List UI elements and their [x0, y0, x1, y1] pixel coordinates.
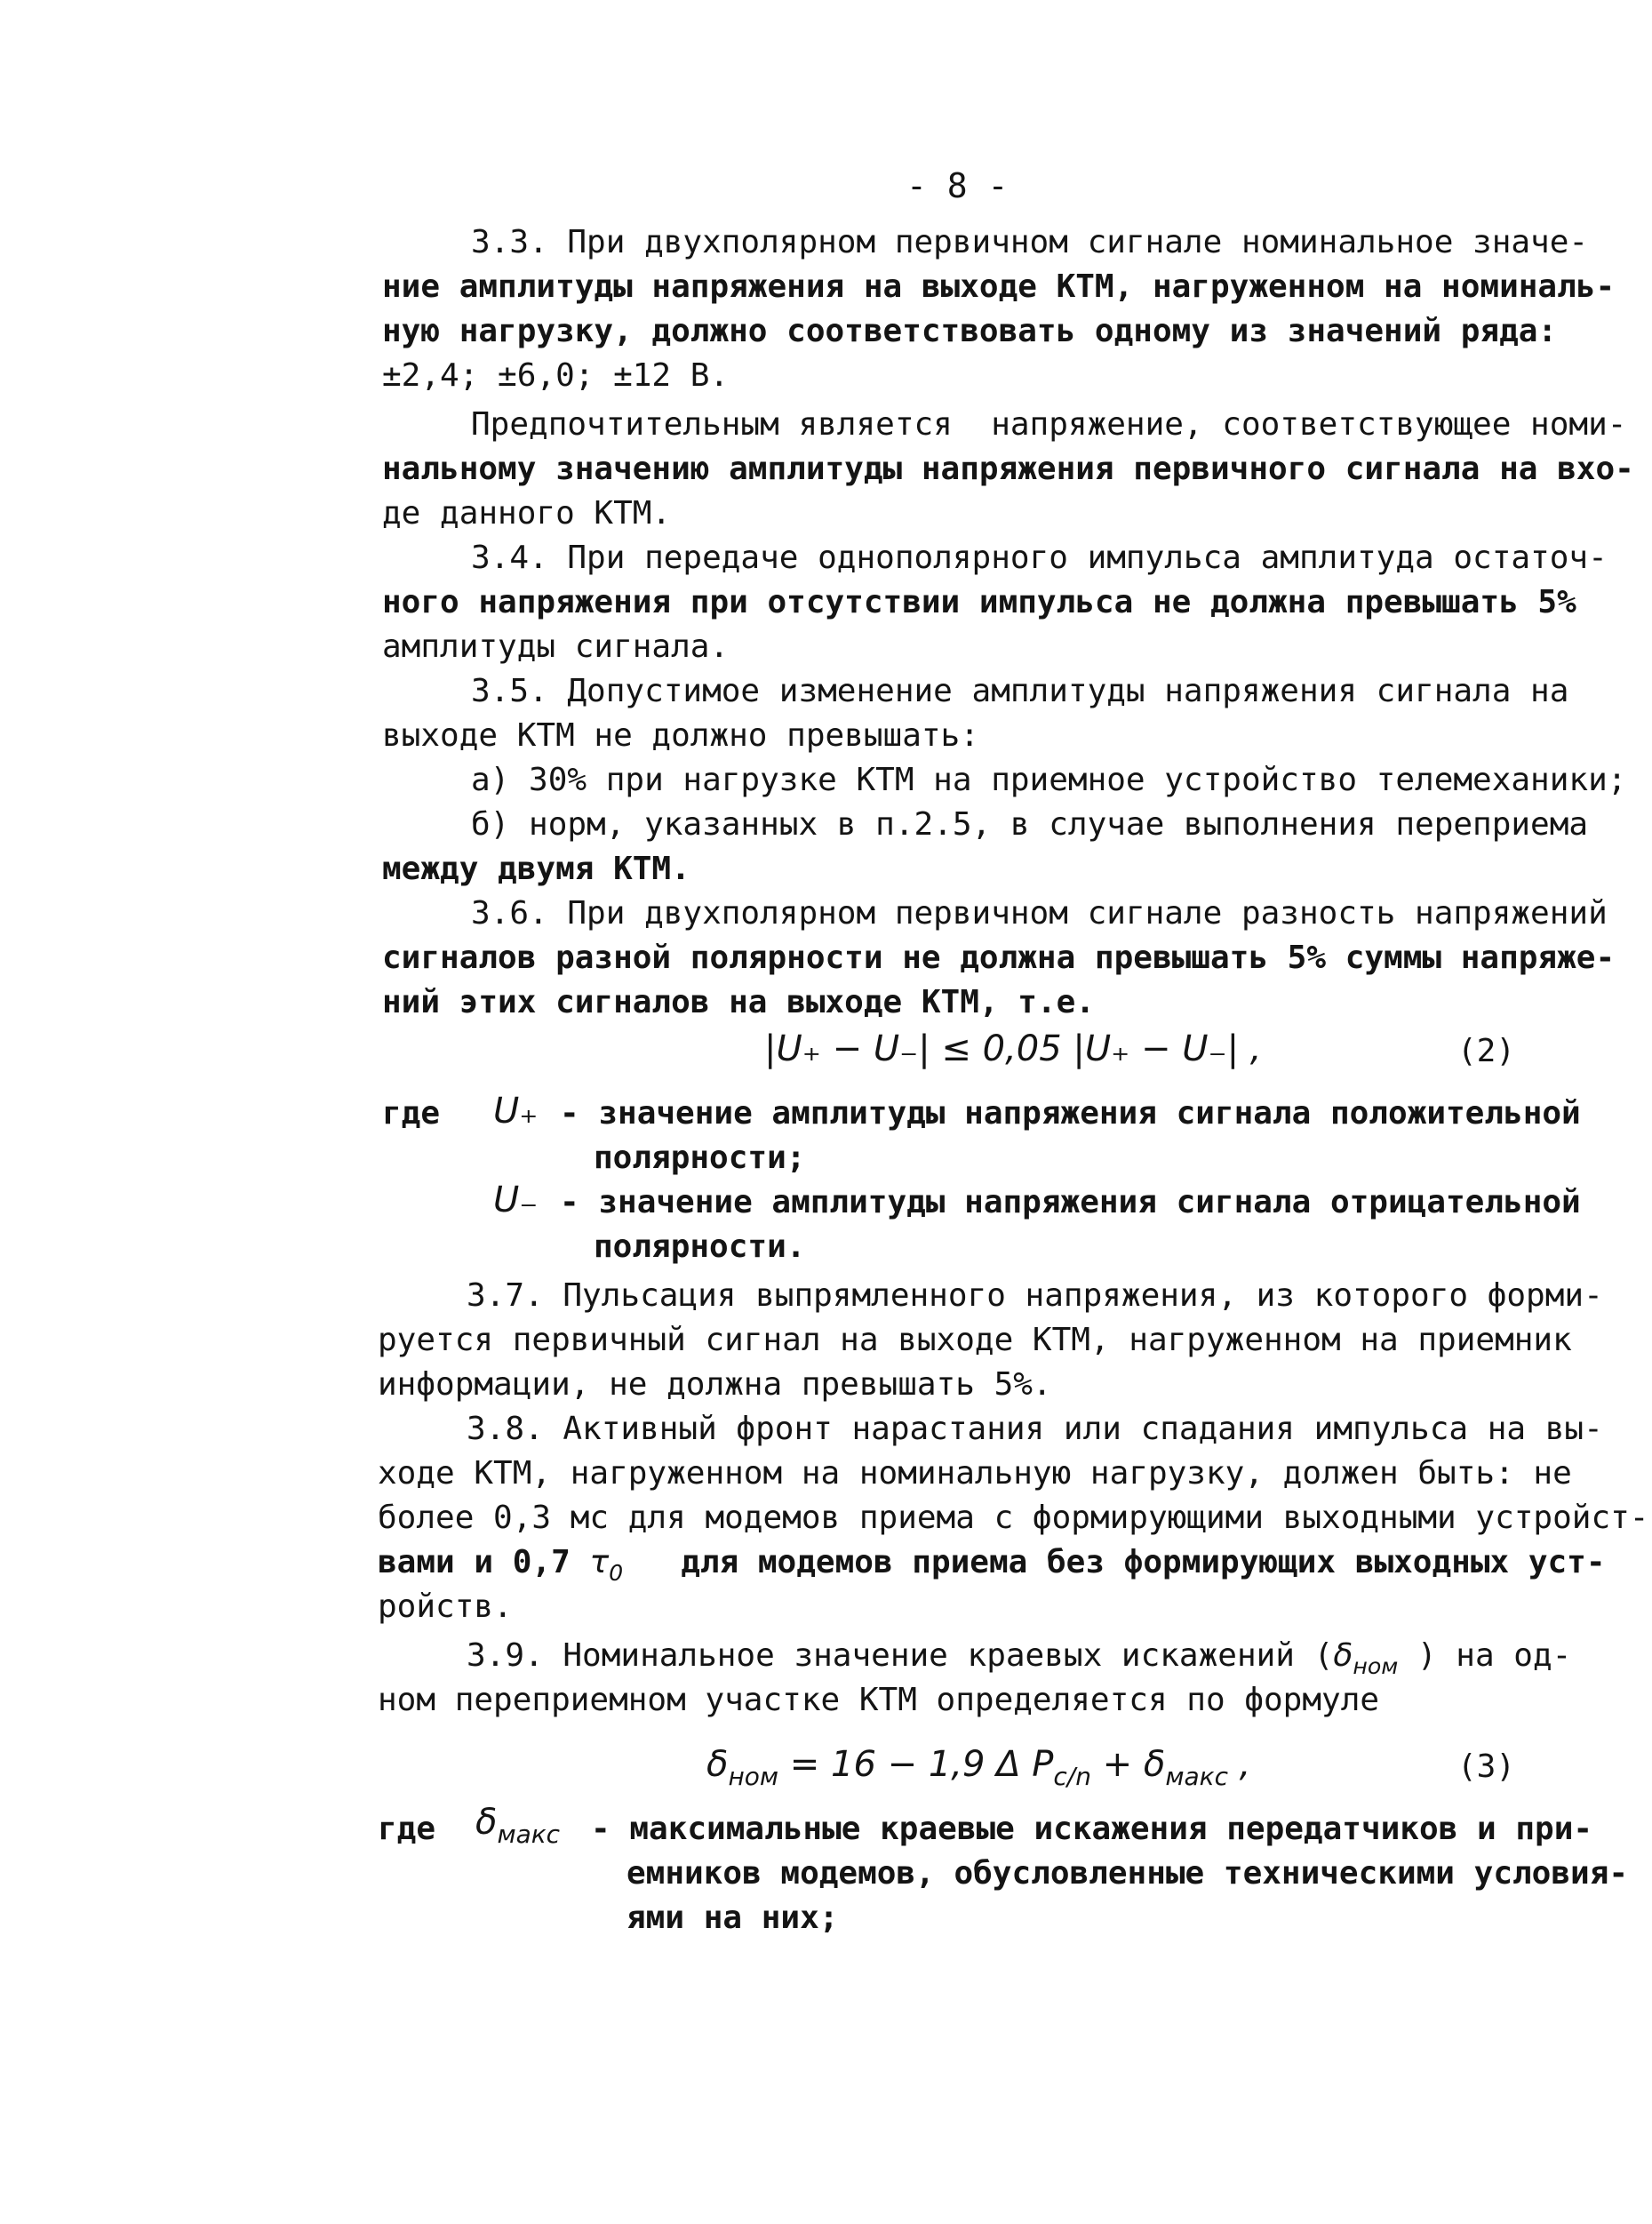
para-3-3-line-3: ную нагрузку, должно соответствовать одному из значений ряда: — [382, 313, 1558, 349]
para-3-8-line-5: ройств. — [378, 1588, 513, 1625]
equation-number-3: (3) — [1457, 1748, 1516, 1785]
para-3-8-line-1: 3.8. Активный фронт нарастания или спадания импульса на вы- — [467, 1411, 1603, 1447]
para-3-6-line-1: 3.6. При двухполярном первичном сигнале разность напряжений — [471, 895, 1608, 932]
preferred-line-1: Предпочтительным является напряжение, соответствующее номи- — [471, 406, 1627, 443]
preferred-line-2: нальному значению амплитуды напряжения первичного сигнала на вхо- — [382, 451, 1634, 487]
para-3-5-item-a: а) 30% при нагрузке КТМ на приемное устройство телемеханики; — [471, 762, 1627, 798]
delta-maks-description-1: - максимальные краевые искажения передатчиков и при- — [591, 1811, 1593, 1847]
para-3-6-line-2: сигналов разной полярности не должна превышать 5% суммы напряже- — [382, 940, 1616, 976]
delta-maks-description-3: ями на них; — [626, 1900, 839, 1936]
para-3-5-line-1: 3.5. Допустимое изменение амплитуды напряжения сигнала на — [471, 673, 1569, 709]
para-3-4-line-2: ного напряжения при отсутствии импульса не должна превышать 5% — [382, 584, 1576, 620]
u-plus-description-2: полярности; — [594, 1140, 806, 1176]
para-3-9-line-2: ном переприемном участке КТМ определяется по формуле — [378, 1682, 1380, 1718]
para-3-8-line-4: вами и 0,7 $\tau_0$ для модемов приема без формирующих выходных уст- — [378, 1544, 1606, 1586]
delta-nom-symbol: $\delta_{ном}$ — [1333, 1637, 1399, 1679]
para-3-5-item-b-line-1: б) норм, указанных в п.2.5, в случае выполнения переприема — [471, 806, 1589, 843]
para-3-7-line-1: 3.7. Пульсация выпрямленного напряжения, из которого форми- — [467, 1277, 1603, 1314]
where-label: где — [382, 1095, 441, 1132]
u-minus-description-1: - значение амплитуды напряжения сигнала отрицательной — [560, 1184, 1581, 1220]
delta-maks-description-2: емников модемов, обусловленные техническими условия- — [626, 1855, 1629, 1892]
symbol-delta-maks: $\delta_{макс}$ — [475, 1802, 561, 1849]
u-minus-description-2: полярности. — [594, 1228, 806, 1265]
page-number: - 8 - — [906, 166, 1009, 205]
para-3-3-line-2: ние амплитуды напряжения на выходе КТМ, нагруженном на номиналь- — [382, 268, 1616, 305]
symbol-u-minus: U₋ — [493, 1180, 539, 1220]
formula-2: |U₊ − U₋| ≤ 0,05 |U₊ − U₋| , — [764, 1028, 1262, 1069]
para-3-7-line-2: руется первичный сигнал на выходе КТМ, нагруженном на приемник — [378, 1322, 1572, 1358]
preferred-line-3: де данного КТМ. — [382, 495, 672, 532]
para-3-5-item-b-line-2: между двумя КТМ. — [382, 851, 690, 887]
equation-number-2: (2) — [1457, 1033, 1516, 1069]
para-3-6-line-3: ний этих сигналов на выходе КТМ, т.е. — [382, 984, 1095, 1020]
para-3-8-line-3: более 0,3 мс для модемов приема с формирующими выходными устройст- — [378, 1500, 1649, 1536]
para-3-3-line-4: ±2,4; ±6,0; ±12 В. — [382, 357, 730, 394]
para-3-4-line-1: 3.4. При передаче однополярного импульса амплитуда остаточ- — [471, 540, 1608, 576]
para-3-9-line-1: 3.9. Номинальное значение краевых искажений ($\delta_{ном}$ ) на од- — [467, 1637, 1572, 1679]
para-3-8-line-2: ходе КТМ, нагруженном на номинальную нагрузку, должен быть: не — [378, 1455, 1572, 1492]
para-3-5-line-2: выходе КТМ не должно превышать: — [382, 717, 979, 754]
where-label-2: где — [378, 1811, 436, 1847]
tau-symbol: $\tau_0$ — [589, 1544, 624, 1586]
para-3-7-line-3: информации, не должна превышать 5%. — [378, 1366, 1052, 1403]
symbol-u-plus: U₊ — [493, 1091, 539, 1132]
u-plus-description-1: - значение амплитуды напряжения сигнала положительной — [560, 1095, 1581, 1132]
para-3-4-line-3: амплитуды сигнала. — [382, 628, 730, 665]
formula-3: $\delta_{ном} = 16 - 1,9$ Δ $P_{c/n} + \delta_{макс}$ , — [706, 1744, 1251, 1791]
para-3-3-line-1: 3.3. При двухполярном первичном сигнале номинальное значе- — [471, 224, 1589, 260]
